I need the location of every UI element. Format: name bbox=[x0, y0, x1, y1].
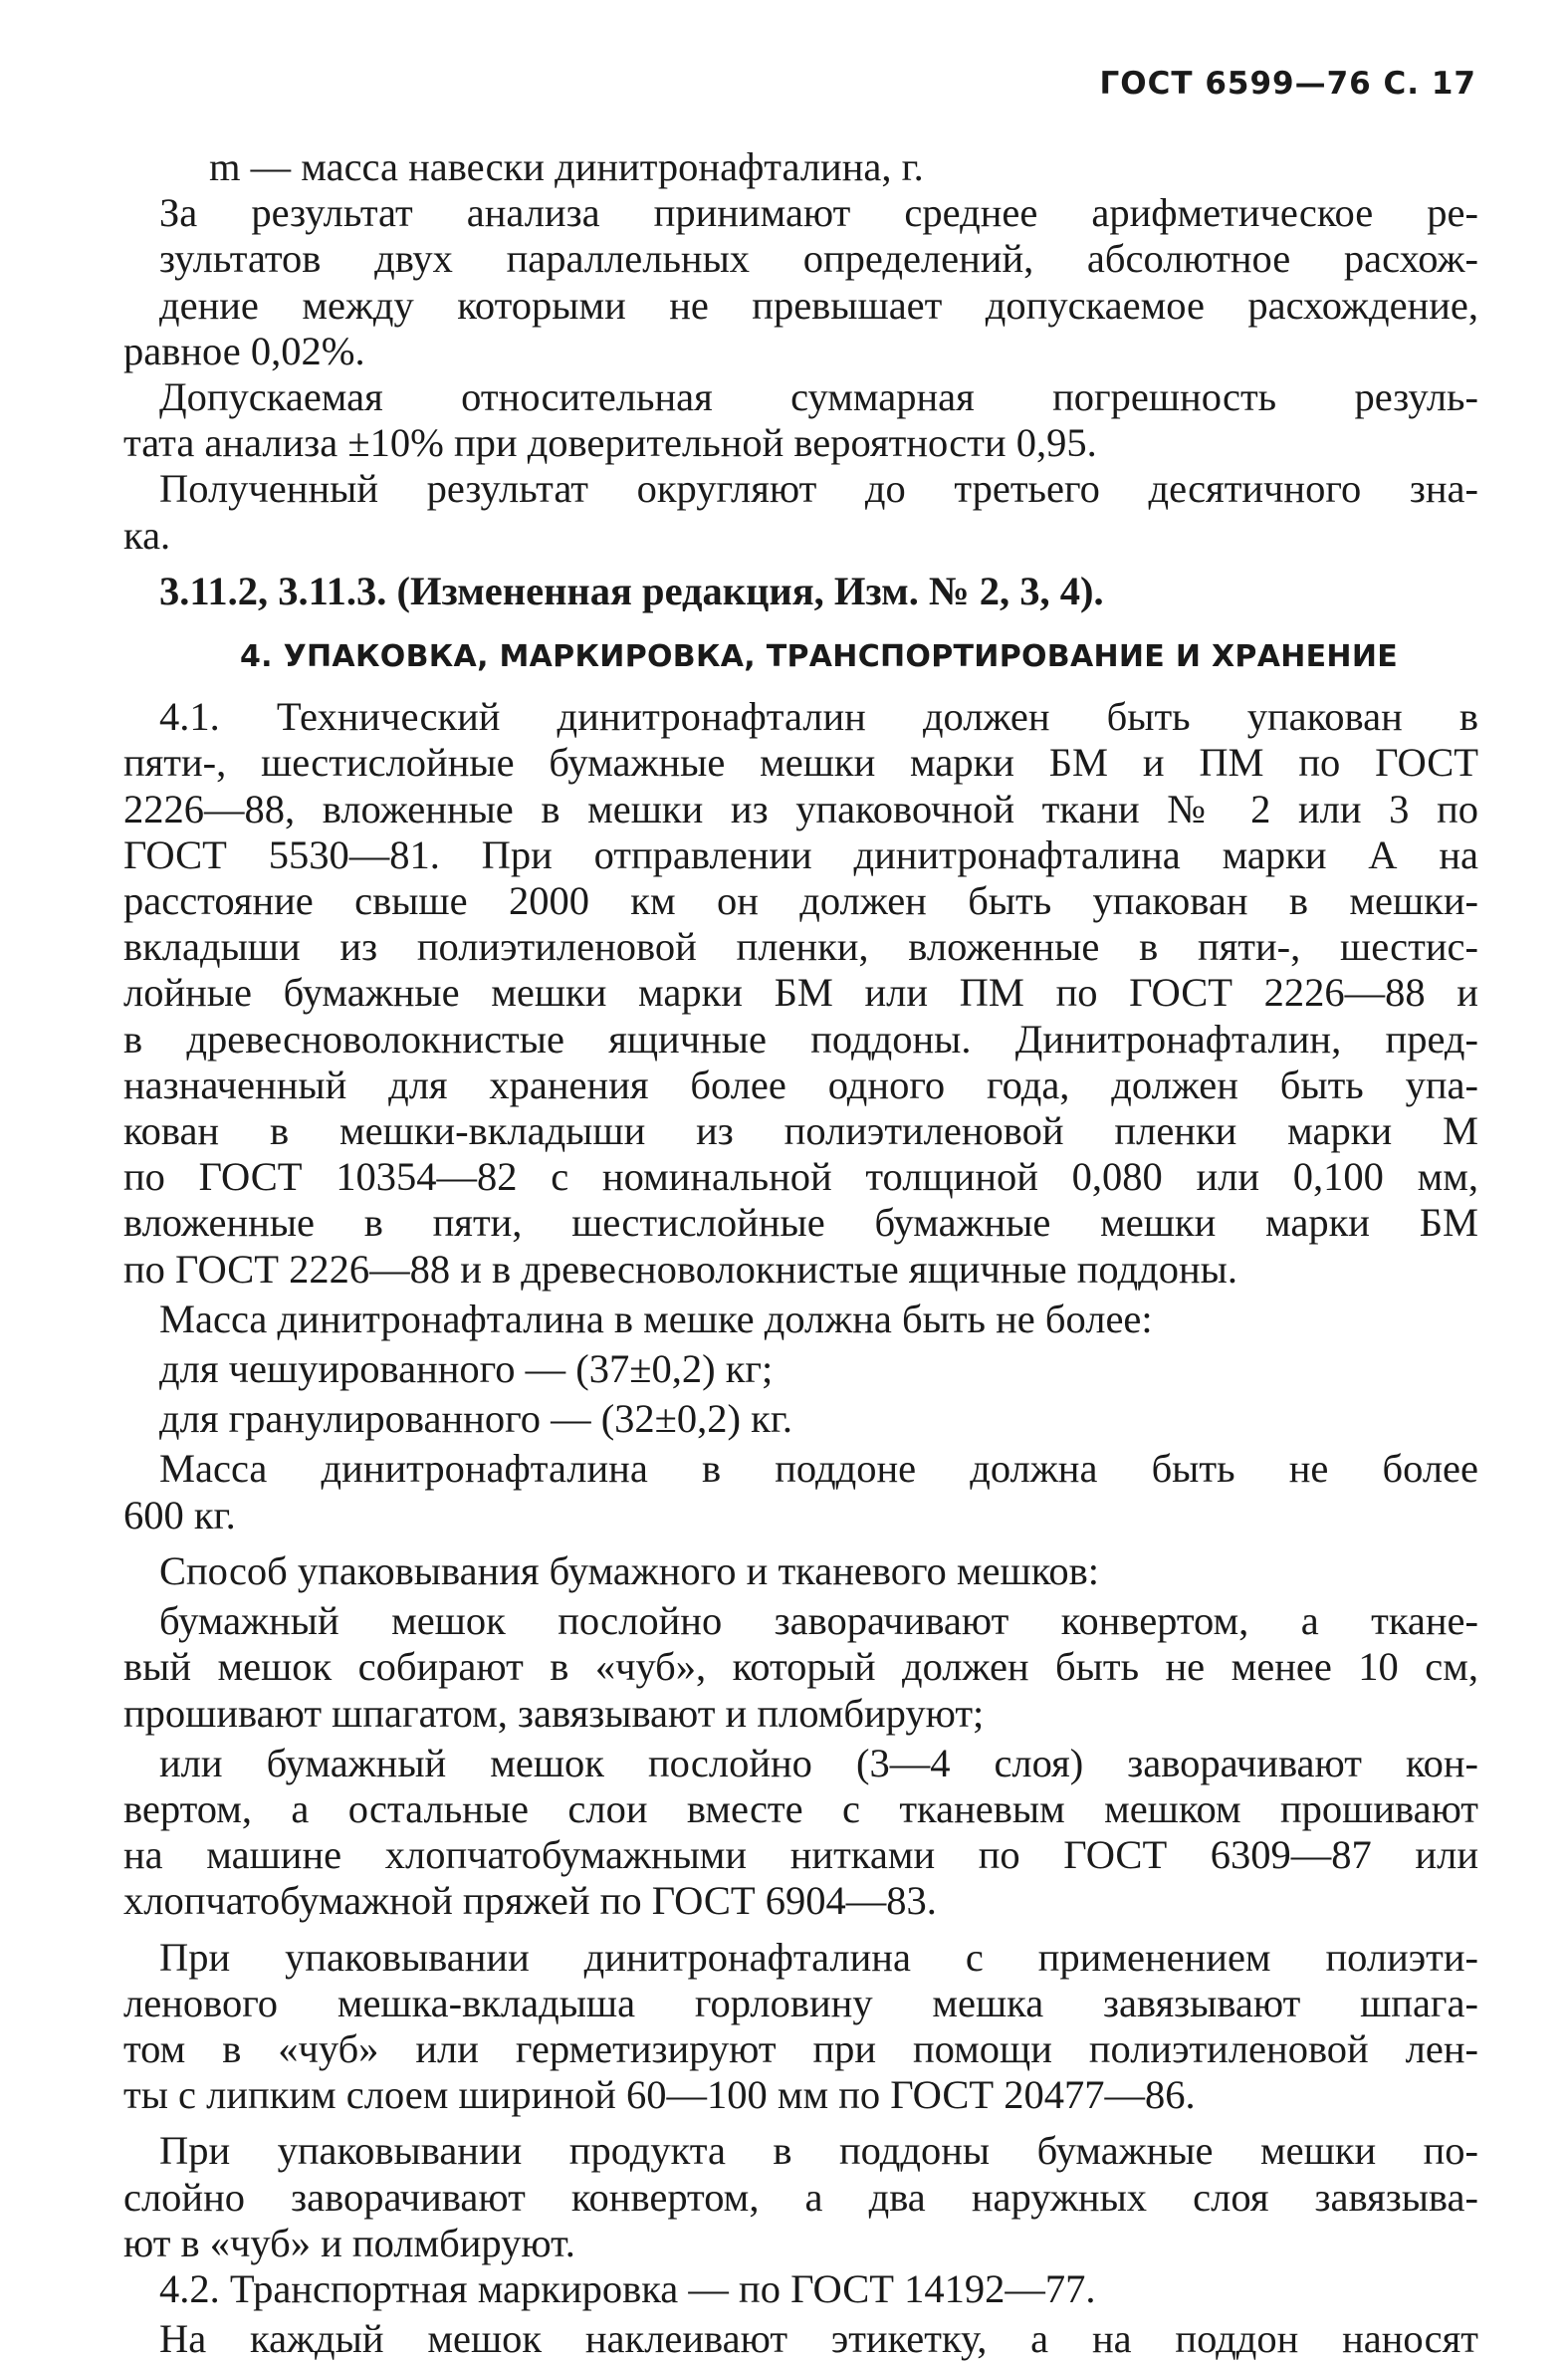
text-line: 2226—88, вложенные в мешки из упаковочной ткани № 2 или 3 по bbox=[123, 786, 1478, 831]
text-line: бумажный мешок послойно заворачивают конвертом, а ткане- bbox=[159, 1598, 1478, 1644]
text-line: том в «чуб» или герметизируют при помощи полиэтиленовой лен- bbox=[123, 2025, 1478, 2071]
text-line: прошивают шпагатом, завязывают и пломбируют; bbox=[123, 1690, 985, 1736]
text-line: При упаковывании динитронафталина с применением полиэти- bbox=[159, 1934, 1478, 1980]
text-line: в древесноволокнистые ящичные поддоны. Динитронафталин, пред- bbox=[123, 1016, 1478, 1062]
text-line: ка. bbox=[123, 512, 171, 558]
text-line: лойные бумажные мешки марки БМ или ПМ по ГОСТ 2226—88 и bbox=[123, 970, 1478, 1016]
text-line: На каждый мешок наклеивают этикетку, а на поддон наносят bbox=[159, 2316, 1478, 2362]
document-body bbox=[123, 144, 1478, 2362]
text-line: вертом, а остальные слои вместе с тканевым мешком прошивают bbox=[123, 1785, 1478, 1831]
text-line: Полученный результат округляют до третьего десятичного зна- bbox=[159, 466, 1478, 512]
text-line: При упаковывании продукта в поддоны бумажные мешки по- bbox=[159, 2128, 1478, 2174]
text-line: 4.1. Технический динитронафталин должен быть упакован в bbox=[159, 694, 1478, 740]
text-line: Допускаемая относительная суммарная погрешность резуль- bbox=[159, 374, 1478, 420]
text-line: вый мешок собирают в «чуб», который должен быть не менее 10 см, bbox=[123, 1644, 1478, 1690]
text-line: по ГОСТ 2226—88 и в древесноволокнистые ящичные поддоны. bbox=[123, 1246, 1237, 1292]
text-line: ГОСТ 5530—81. При отправлении динитронафталина марки А на bbox=[123, 831, 1478, 877]
amendment-note: 3.11.2, 3.11.3. (Измененная редакция, Изм. № 2, 3, 4). bbox=[159, 568, 1104, 613]
text-line: для гранулированного — (32±0,2) кг. bbox=[159, 1396, 792, 1442]
text-line: вложенные в пяти, шестислойные бумажные мешки марки БМ bbox=[123, 1200, 1478, 1246]
text-line: слойно заворачивают конвертом, а два наружных слоя завязыва- bbox=[123, 2174, 1478, 2220]
text-line: назначенный для хранения более одного года, должен быть упа- bbox=[123, 1062, 1478, 1107]
text-line: Масса динитронафталина в поддоне должна быть не более bbox=[159, 1446, 1478, 1492]
text-line: равное 0,02%. bbox=[123, 328, 365, 373]
text-line: дение между которыми не превышает допускаемое расхождение, bbox=[159, 282, 1478, 328]
text-line: За результат анализа принимают среднее арифметическое ре- bbox=[159, 190, 1478, 236]
text-line: по ГОСТ 10354—82 с номинальной толщиной 0,080 или 0,100 мм, bbox=[123, 1154, 1478, 1200]
text-line: для чешуированного — (37±0,2) кг; bbox=[159, 1346, 774, 1392]
text-line: или бумажный мешок послойно (3—4 слоя) заворачивают кон- bbox=[159, 1740, 1478, 1785]
text-line: зультатов двух параллельных определений, абсолютное расхож- bbox=[159, 236, 1478, 282]
text-line: кован в мешки-вкладыши из полиэтиленовой пленки марки М bbox=[123, 1108, 1478, 1154]
text-line: расстояние свыше 2000 км он должен быть упакован в мешки- bbox=[123, 878, 1478, 924]
text-line: тата анализа ±10% при доверительной вероятности 0,95. bbox=[123, 420, 1097, 466]
text-line: ты с липким слоем шириной 60—100 мм по ГОСТ 20477—86. bbox=[123, 2072, 1196, 2118]
text-line: ленового мешка-вкладыша горловину мешка завязывают шпага- bbox=[123, 1980, 1478, 2025]
text-line: 4.2. Транспортная маркировка — по ГОСТ 14192—77. bbox=[159, 2265, 1096, 2311]
text-line: хлопчатобумажной пряжей по ГОСТ 6904—83. bbox=[123, 1878, 937, 1924]
page-header: ГОСТ 6599—76 С. 17 bbox=[1099, 66, 1476, 102]
text-line: пяти-, шестислойные бумажные мешки марки БМ и ПМ по ГОСТ bbox=[123, 740, 1478, 786]
text-line: ют в «чуб» и полмбируют. bbox=[123, 2220, 575, 2265]
text-line: m — масса навески динитронафталина, г. bbox=[209, 144, 924, 189]
text-line: на машине хлопчатобумажными нитками по ГОСТ 6309—87 или bbox=[123, 1832, 1478, 1878]
text-line: 600 кг. bbox=[123, 1492, 236, 1537]
text-line: Способ упаковывания бумажного и тканевого мешков: bbox=[159, 1547, 1099, 1593]
text-line: вкладыши из полиэтиленовой пленки, вложенные в пяти-, шестис- bbox=[123, 924, 1478, 970]
text-line: Масса динитронафталина в мешке должна быть не более: bbox=[159, 1296, 1153, 1341]
section-heading: 4. УПАКОВКА, МАРКИРОВКА, ТРАНСПОРТИРОВАНИЕ И ХРАНЕНИЕ bbox=[239, 639, 1399, 675]
